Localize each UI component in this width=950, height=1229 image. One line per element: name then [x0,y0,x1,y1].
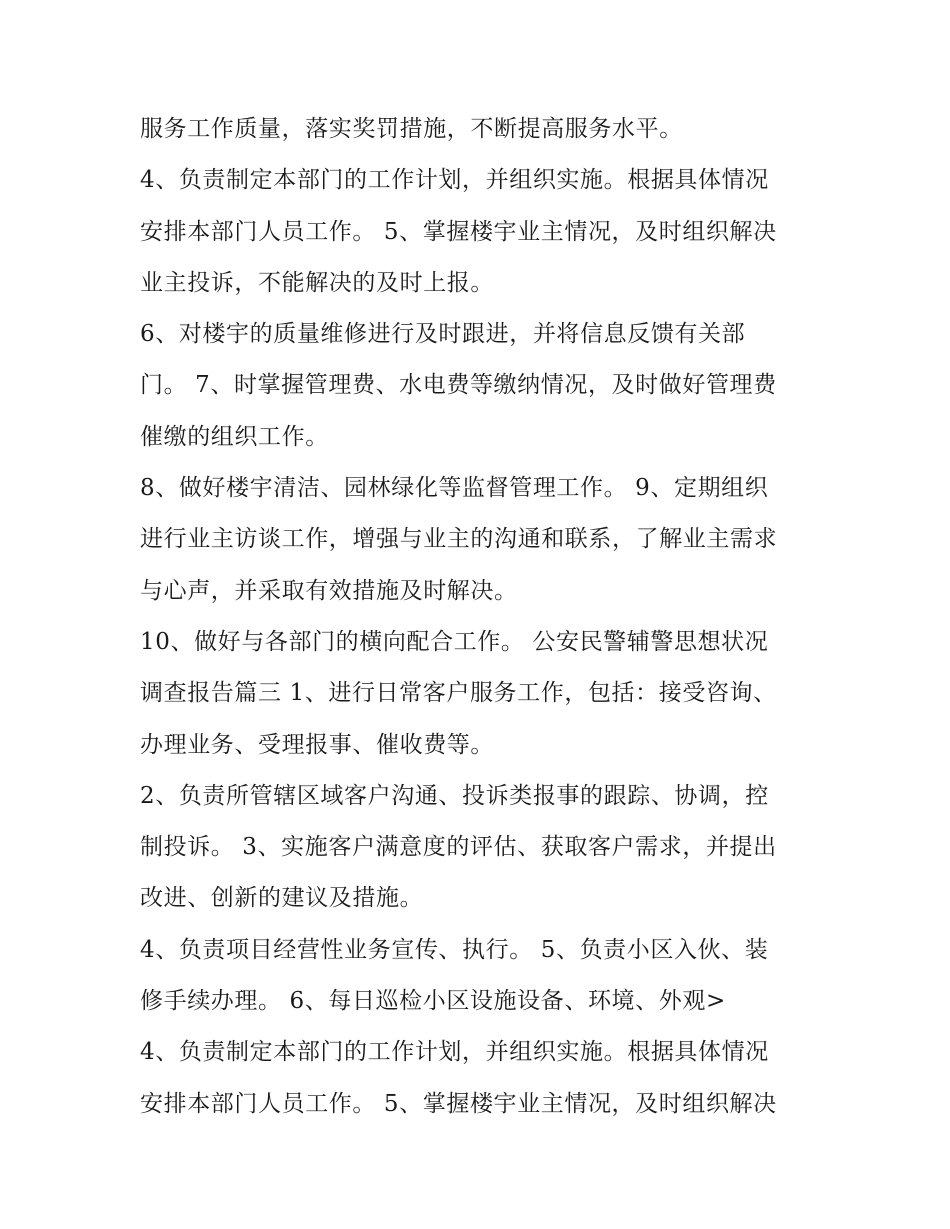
text-line: 业主投诉，不能解决的及时上报。 [140,269,494,296]
text-line: 与心声，并采取有效措施及时解决。 [140,577,518,604]
text-line: 调查报告篇三 1、进行日常客户服务工作，包括：接受咨询、 [140,680,777,707]
text-line: 4、负责项目经营性业务宣传、执行。 5、负责小区入伙、装 [140,936,769,963]
text-line: 6、对楼宇的质量维修进行及时跟进，并将信息反馈有关部 [140,321,746,348]
text-line: 8、做好楼宇清洁、园林绿化等监督管理工作。 9、定期组织 [140,475,769,502]
text-line: 4、负责制定本部门的工作计划，并组织实施。根据具体情况 [140,167,769,194]
text-line: 办理业务、受理报事、催收费等。 [140,731,494,758]
text-line: 2、负责所管辖区域客户沟通、投诉类报事的跟踪、协调，控 [140,782,769,809]
text-line: 门。 7、时掌握管理费、水电费等缴纳情况，及时做好管理费 [140,372,777,399]
document-body [140,104,830,1130]
text-line: 改进、创新的建议及措施。 [140,885,424,912]
text-line: 催缴的组织工作。 [140,423,329,450]
text-line: 安排本部门人员工作。 5、掌握楼宇业主情况，及时组织解决 [140,1090,777,1117]
text-line: 10、做好与各部门的横向配合工作。 公安民警辅警思想状况 [140,628,769,655]
text-line: 修手续办理。 6、每日巡检小区设施设备、环境、外观> [140,988,726,1015]
text-line: 安排本部门人员工作。 5、掌握楼宇业主情况，及时组织解决 [140,218,777,245]
text-line: 制投诉。 3、实施客户满意度的评估、获取客户需求，并提出 [140,834,777,861]
text-line: 进行业主访谈工作，增强与业主的沟通和联系，了解业主需求 [140,526,778,553]
text-line: 4、负责制定本部门的工作计划，并组织实施。根据具体情况 [140,1039,769,1066]
text-line: 服务工作质量，落实奖罚措施，不断提高服务水平。 [140,116,683,142]
